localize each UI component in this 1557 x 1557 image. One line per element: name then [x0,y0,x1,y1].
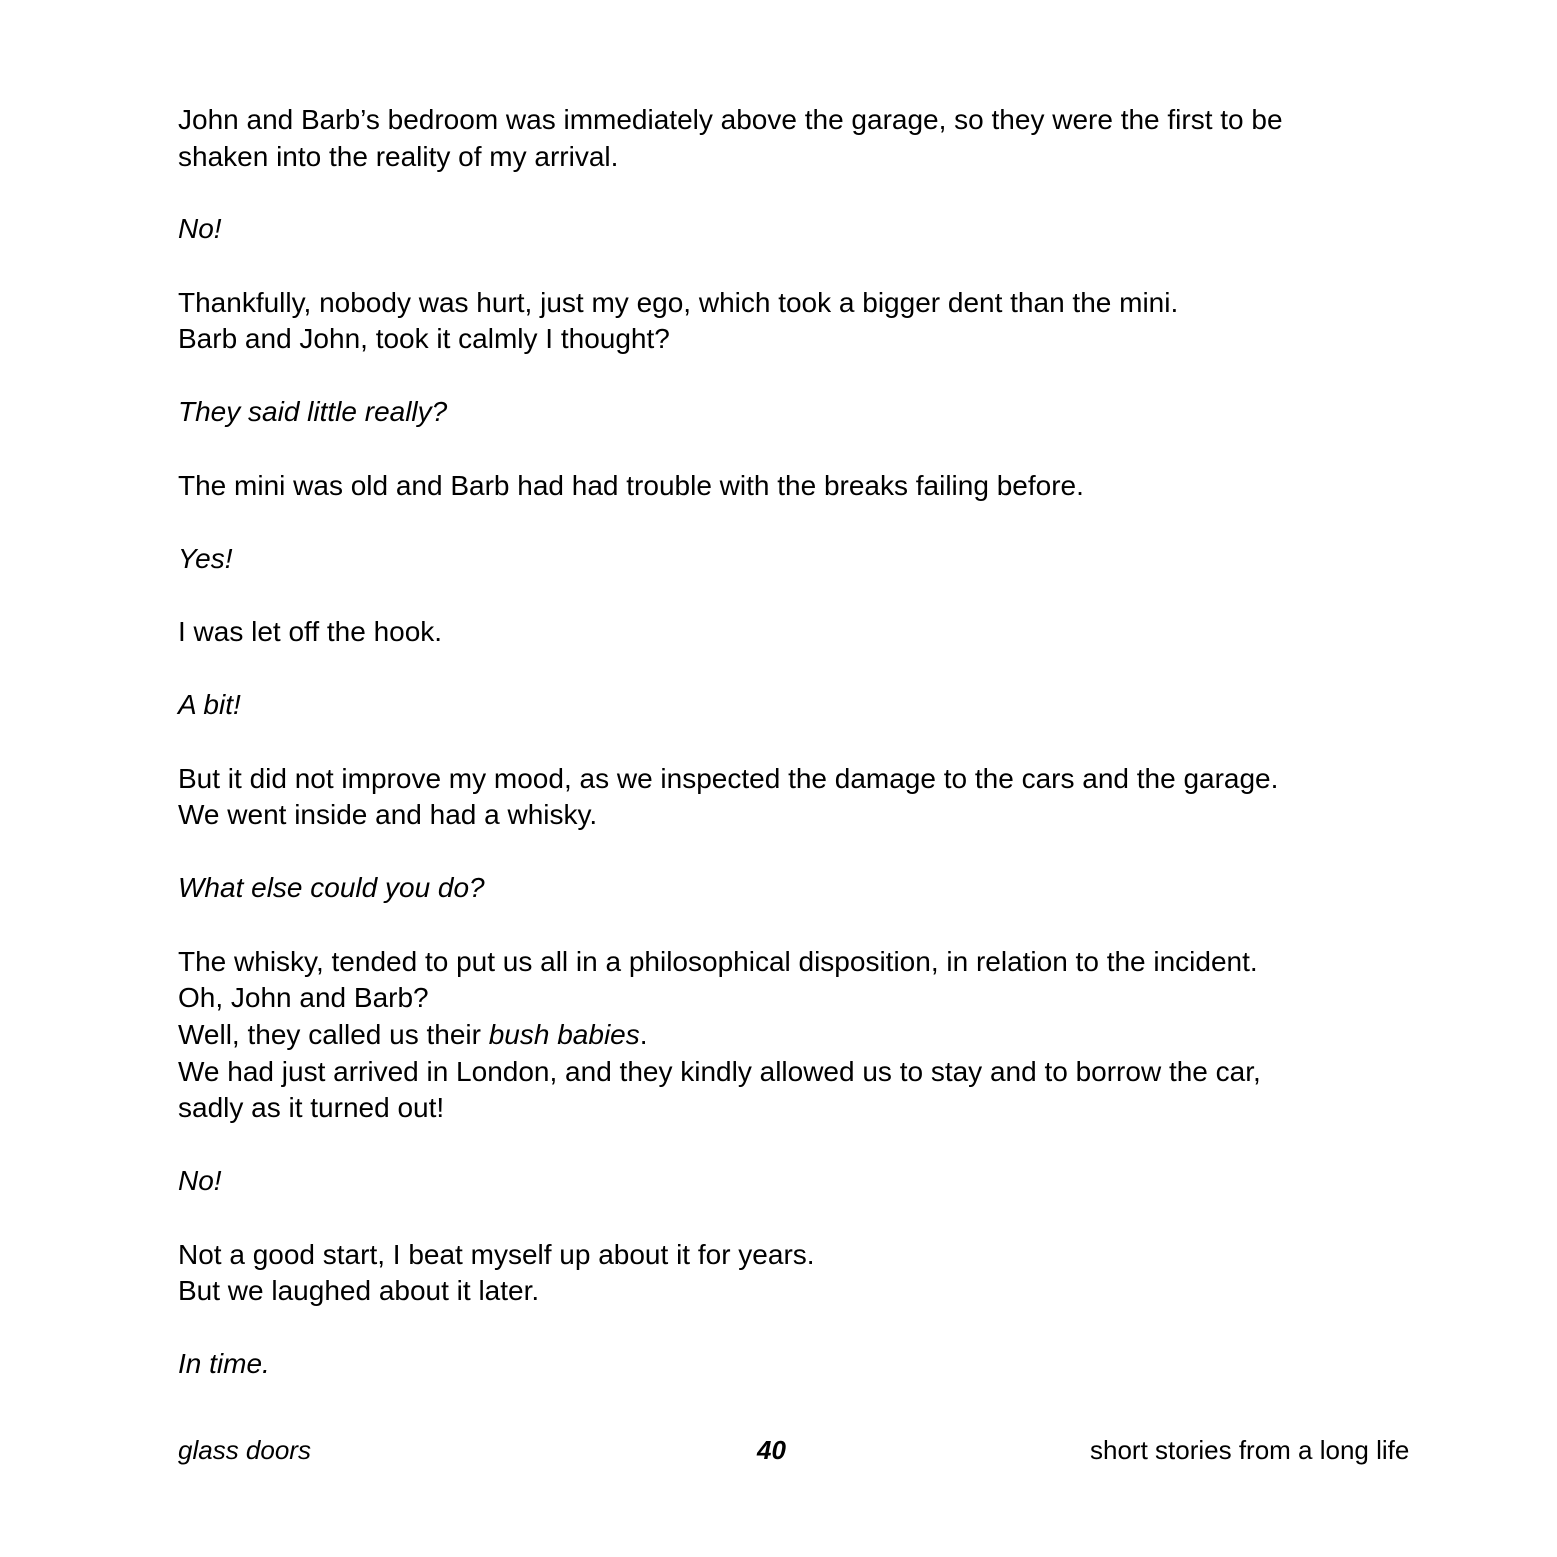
paragraph-2-line-1: Thankfully, nobody was hurt, just my ego, which took a bigger dent than the mini. [178,287,1179,318]
paragraph-6-line-3-suffix: . [639,1019,648,1050]
footer-page-number: 40 [757,1435,786,1465]
paragraph-2-line-2: Barb and John, took it calmly I thought? [178,323,670,354]
paragraph-6-line-5: sadly as it turned out! [178,1092,445,1123]
paragraph-6-line-2: Oh, John and Barb? [178,982,429,1013]
paragraph-1-line-1: John and Barb’s bedroom was immediately above the garage, so they were the first to be [178,104,1283,135]
paragraph-7-line-1: Not a good start, I beat myself up about it for years. [178,1239,815,1270]
italic-aside-1: No! [178,213,222,244]
paragraph-4: I was let off the hook. [178,616,443,647]
paragraph-6-line-3-prefix: Well, they called us their [178,1019,489,1050]
paragraph-5-line-2: We went inside and had a whisky. [178,799,598,830]
italic-aside-3: Yes! [178,543,233,574]
paragraph-6-line-3 [178,1017,648,1053]
paragraph-5-line-1: But it did not improve my mood, as we inspected the damage to the cars and the garage. [178,763,1279,794]
italic-aside-6: No! [178,1165,222,1196]
italic-aside-5: What else could you do? [178,872,485,903]
paragraph-1-line-2: shaken into the reality of my arrival. [178,141,619,172]
paragraph-3: The mini was old and Barb had had trouble with the breaks failing before. [178,470,1084,501]
italic-aside-2: They said little really? [178,396,448,427]
italic-aside-7: In time. [178,1348,270,1379]
paragraph-7-line-2: But we laughed about it later. [178,1275,540,1306]
footer-book-title: glass doors [178,1435,311,1465]
paragraph-6-line-4: We had just arrived in London, and they kindly allowed us to stay and to borrow the car, [178,1056,1261,1087]
paragraph-6-line-1: The whisky, tended to put us all in a philosophical disposition, in relation to the incident. [178,946,1258,977]
footer-subtitle: short stories from a long life [1090,1435,1410,1465]
italic-aside-4: A bit! [178,689,241,720]
bush-babies-emphasis: bush babies [488,1019,640,1050]
